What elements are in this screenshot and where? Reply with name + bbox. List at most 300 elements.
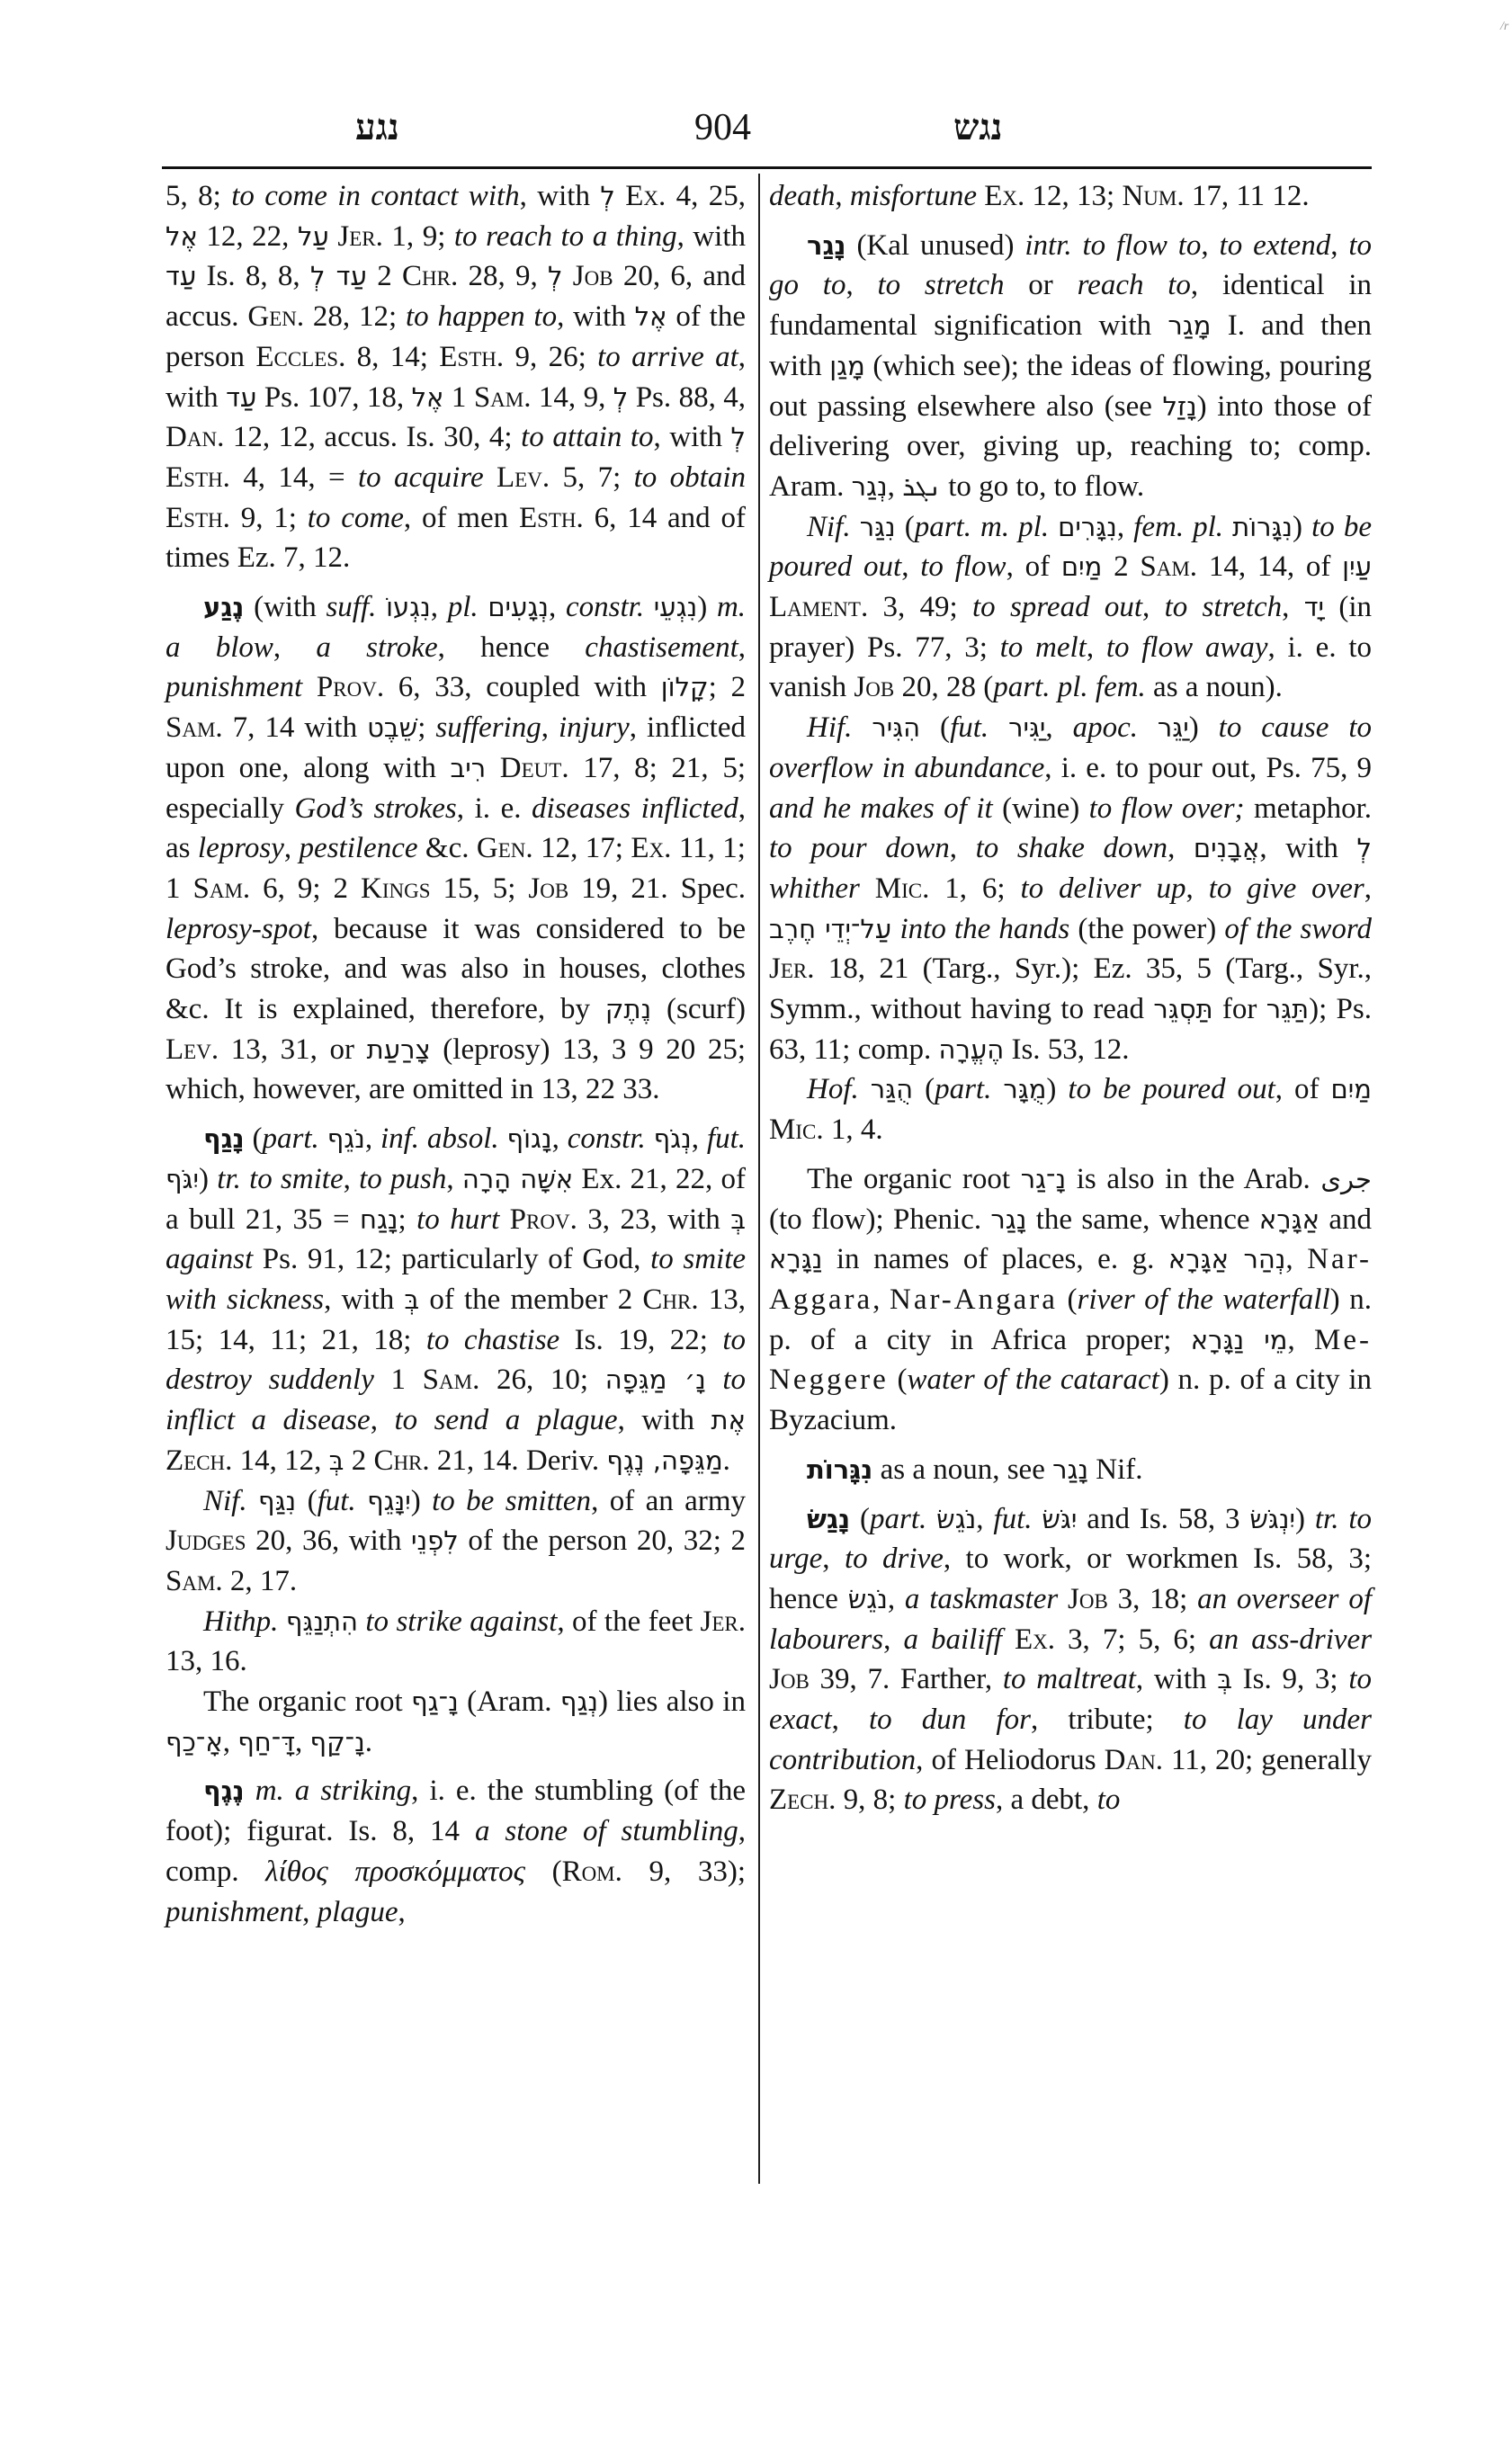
hebrew-term: תַּגֵּר xyxy=(1266,994,1310,1025)
running-header xyxy=(162,101,1372,164)
text-run: 12, 22, xyxy=(197,219,298,253)
gloss-italic: to smite with sickness xyxy=(166,1243,747,1316)
gloss-italic: against xyxy=(166,1243,254,1276)
book-reference: Sam xyxy=(166,1564,216,1597)
text-run: ; xyxy=(417,711,436,745)
dictionary-entry xyxy=(166,587,746,1110)
gloss-italic: to extend xyxy=(1219,228,1331,262)
text-run: ) xyxy=(1188,711,1219,745)
text-run: ( xyxy=(850,1502,870,1535)
text-run xyxy=(376,591,386,623)
text-run: Ex. 21, 22, of a bull 21, 35 = xyxy=(166,1162,747,1236)
text-run: . 6, 33, coupled with xyxy=(376,671,661,704)
hebrew-term: מֵי נַגָּרָא xyxy=(1190,1324,1288,1355)
hebrew-term: לְ xyxy=(1356,833,1372,864)
text-run: , i. e. xyxy=(456,791,532,825)
book-reference: Sam xyxy=(1140,550,1190,584)
gloss-italic: part. xyxy=(869,1502,927,1535)
text-run: , with xyxy=(1259,832,1357,865)
book-reference: Prov xyxy=(316,671,377,704)
text-run: Is. 19, 22; xyxy=(559,1323,723,1356)
hebrew-term: לְ xyxy=(730,422,747,453)
hebrew-term: אֶת xyxy=(711,1405,746,1436)
book-reference: Chr xyxy=(642,1283,692,1316)
text-run: , identical in fundamental signification with xyxy=(769,269,1372,343)
text-run: , xyxy=(222,1725,238,1758)
hebrew-term: עַד xyxy=(166,261,197,292)
hebrew-term: לִפְנֵי xyxy=(411,1525,459,1557)
text-run: or xyxy=(1004,269,1078,302)
text-run: . 6, 9; 2 xyxy=(242,872,361,905)
header-rule xyxy=(162,166,1372,169)
text-run xyxy=(1058,1583,1068,1615)
gloss-italic: to stretch xyxy=(1164,591,1283,624)
hebrew-term: נְגֹף xyxy=(653,1123,692,1155)
book-reference: Sam xyxy=(192,872,243,905)
text-run: , xyxy=(1330,228,1349,262)
text-run: Is. 9, 3; xyxy=(1231,1663,1349,1696)
text-run: . 9, 1; xyxy=(222,501,308,534)
text-run xyxy=(499,1203,509,1236)
book-reference: Ex xyxy=(631,832,665,865)
text-run: , of xyxy=(1006,550,1061,584)
text-run: , xyxy=(1086,630,1106,664)
text-run: in names of places, e. g. xyxy=(822,1243,1168,1276)
hebrew-term: אֶל xyxy=(166,220,198,252)
hebrew-term: אֲבָנִים xyxy=(1193,833,1260,864)
gloss-italic: to arrive at xyxy=(597,340,738,373)
gloss-italic: pestilence xyxy=(299,832,418,865)
text-run xyxy=(926,1503,936,1535)
hebrew-term: אֶל xyxy=(411,381,444,413)
text-run: metaphor. xyxy=(1244,791,1372,825)
book-reference: Gen xyxy=(476,832,526,865)
gloss-italic: to send a plague xyxy=(394,1404,618,1437)
gloss-italic: Hif. xyxy=(807,711,853,745)
gloss-italic: pl. xyxy=(447,591,479,624)
text-run: . 14, 12, xyxy=(225,1444,329,1477)
text-run xyxy=(484,461,497,494)
book-reference: Zech xyxy=(769,1784,829,1817)
gloss-italic: to be smitten xyxy=(432,1484,592,1517)
book-reference: Mic xyxy=(874,872,923,905)
text-run: . 18, 21 (Targ., Syr.); Ez. 35, 5 (Targ., Syr., Symm., without having to read xyxy=(769,952,1372,1026)
gloss-italic: a stroke xyxy=(316,630,438,664)
hebrew-term: עַד xyxy=(226,381,257,413)
book-reference: Job xyxy=(854,671,895,704)
text-run xyxy=(319,1122,327,1155)
gloss-italic: whither xyxy=(769,872,860,905)
gloss-italic: part. xyxy=(262,1122,319,1156)
text-run: , of an army xyxy=(591,1484,746,1517)
text-run: ( xyxy=(888,1364,908,1397)
text-run xyxy=(1138,711,1158,744)
gloss-italic: an overseer of labourers xyxy=(769,1582,1372,1656)
gloss-italic: to inflict a disease xyxy=(166,1364,747,1437)
book-reference: Jer xyxy=(337,219,376,253)
entry-continuation xyxy=(166,176,746,578)
book-reference: Rom xyxy=(561,1855,615,1888)
text-run xyxy=(486,752,500,784)
text-run: , xyxy=(691,1122,707,1156)
text-run xyxy=(479,591,488,623)
text-run xyxy=(615,180,625,212)
gloss-italic: Hithp. xyxy=(203,1605,279,1638)
text-run: ) n. p. of a city in Africa proper; xyxy=(769,1283,1372,1356)
right-column xyxy=(769,176,1372,1820)
gloss-italic: to deliver up xyxy=(1020,872,1186,905)
hebrew-term: לְ xyxy=(600,181,615,211)
text-run: . 8, 14; xyxy=(338,340,440,373)
hebrew-term: נִגַּף xyxy=(258,1485,297,1516)
text-run: . 1, 6; xyxy=(922,872,1021,905)
hebrew-term: מַיִם xyxy=(1060,551,1103,583)
book-reference: Esth xyxy=(166,501,223,534)
text-run xyxy=(245,1775,255,1807)
text-run: , to work, or workmen Is. 58, 3; hence xyxy=(769,1542,1372,1615)
text-run: , with xyxy=(557,300,635,334)
text-run: of the person 20, 32; 2 xyxy=(458,1525,746,1558)
hebrew-term: בְּ xyxy=(1217,1664,1232,1695)
gloss-italic: to come xyxy=(307,501,404,534)
gloss-italic: to cause to overflow in abundance xyxy=(769,711,1373,784)
book-reference: Job xyxy=(528,872,569,905)
text-run: , with xyxy=(1135,1663,1218,1696)
book-reference: Prov xyxy=(509,1203,570,1236)
gloss-italic: reach to xyxy=(1077,269,1191,302)
entry-subsection xyxy=(166,1682,746,1762)
hebrew-term: אֶל xyxy=(634,301,667,333)
text-run xyxy=(1002,1623,1015,1656)
gloss-italic: suff. xyxy=(326,591,377,624)
gloss-italic: misfortune xyxy=(849,180,977,212)
book-reference: Num xyxy=(1122,180,1177,212)
text-run: , xyxy=(822,1542,845,1576)
text-run: Is. 53, 12. xyxy=(1004,1033,1130,1066)
gloss-italic: to flow away xyxy=(1105,630,1268,664)
text-run: (the power) xyxy=(1069,912,1225,945)
hebrew-term: נָ־גַף xyxy=(411,1686,459,1718)
text-run: . 6, 14 and of times Ez. 7, 12. xyxy=(166,501,746,575)
text-run: . 1, 4. xyxy=(816,1113,883,1147)
hebrew-term: קָלוֹן xyxy=(660,672,709,703)
text-run: , xyxy=(1185,872,1209,905)
gloss-italic: to dun for xyxy=(869,1703,1031,1737)
text-run: , xyxy=(738,630,746,664)
text-run: Me-Neggere xyxy=(769,1323,1372,1397)
book-reference: Job xyxy=(769,1663,810,1696)
text-run: 1 xyxy=(443,380,474,414)
hebrew-term: הִתְנַגֵּף xyxy=(285,1605,358,1637)
text-run: 2 xyxy=(366,260,402,293)
text-run: ; xyxy=(398,1203,417,1236)
text-run xyxy=(991,1073,1003,1105)
gloss-italic: God’s strokes xyxy=(294,791,457,825)
gloss-italic: leprosy-spot xyxy=(166,912,311,945)
gloss-italic: part. xyxy=(935,1073,992,1106)
text-run xyxy=(499,1122,507,1155)
text-run: ) xyxy=(199,1162,218,1195)
gloss-italic: part. pl. fem. xyxy=(993,671,1146,704)
text-run: . 21, 14. Deriv. xyxy=(422,1444,607,1477)
gloss-italic: suffering xyxy=(435,711,541,745)
hebrew-term: מַיִם xyxy=(1330,1074,1372,1105)
hebrew-term: יִנְגֹּשׂ xyxy=(1249,1503,1295,1534)
text-run: 39, 7. Farther, xyxy=(809,1663,1003,1696)
text-run: , xyxy=(541,711,559,745)
text-run: . xyxy=(722,1444,730,1477)
text-run: . 17, 8; 21, 5; especially xyxy=(166,751,746,825)
text-run: , of men xyxy=(403,501,519,534)
gloss-italic: into the hands xyxy=(899,912,1070,945)
book-reference: Dan xyxy=(166,421,218,454)
text-run: , i. e. to vanish xyxy=(769,630,1372,704)
text-run: , xyxy=(1116,510,1134,543)
text-run: . 13, 15; 14, 11; 21, 18; xyxy=(166,1283,747,1356)
text-run: , xyxy=(1364,872,1373,905)
hebrew-term: נִגְעֵי xyxy=(653,592,698,623)
gloss-italic: to come in contact with xyxy=(231,180,520,212)
text-run: . 9, 26; xyxy=(496,340,598,373)
gloss-italic: m. a blow xyxy=(166,591,747,664)
text-run: Nif. xyxy=(1088,1453,1143,1486)
gloss-italic: tr. to smite xyxy=(217,1162,344,1195)
book-reference: Kings xyxy=(361,872,431,905)
book-reference: Lament xyxy=(769,591,861,624)
gloss-italic: river of the waterfall xyxy=(1077,1283,1330,1316)
book-reference: Chr xyxy=(401,260,451,293)
hebrew-term: נְגָעִים xyxy=(488,592,550,623)
hebrew-term: נֹגֵשׂ xyxy=(936,1503,977,1534)
text-run: (which see); the ideas of flowing, pouring out passing elsewhere also (see xyxy=(769,349,1373,423)
gloss-italic: injury xyxy=(558,711,630,745)
gloss-italic: Hof. xyxy=(807,1073,859,1106)
book-reference: Gen xyxy=(247,300,297,334)
gloss-italic: to flow over; xyxy=(1088,791,1245,825)
hebrew-term: מַגֵּפָה, נֶגֶף xyxy=(606,1444,723,1476)
text-run: , xyxy=(976,1502,994,1535)
hebrew-term: יַגֵּר xyxy=(1157,712,1189,744)
text-run: (wine) xyxy=(992,791,1089,825)
gloss-italic: death xyxy=(769,180,836,212)
text-run: , hence xyxy=(437,630,586,664)
hebrew-term: יַגִּיר xyxy=(1008,712,1046,744)
hebrew-term: בְּ xyxy=(328,1444,344,1476)
gloss-italic: to hurt xyxy=(416,1203,500,1236)
text-run xyxy=(851,511,860,543)
text-run: , xyxy=(549,591,566,624)
text-run: , xyxy=(364,1122,380,1156)
book-reference: Ex xyxy=(984,180,1018,212)
hebrew-term: מָגַר xyxy=(1168,310,1212,342)
text-run: Nar-Aggara xyxy=(769,1243,1373,1316)
book-reference: Job xyxy=(1068,1582,1108,1615)
text-run: 20, 6, and accus. xyxy=(166,260,747,334)
text-run xyxy=(859,1073,871,1105)
gloss-italic: to chastise xyxy=(425,1323,560,1356)
text-run: the same, whence xyxy=(1026,1203,1259,1236)
gloss-italic: to strike against xyxy=(365,1605,558,1638)
text-run: 1 xyxy=(373,1364,423,1397)
text-run: I. and then with xyxy=(769,309,1372,382)
book-reference: Sam xyxy=(422,1364,473,1397)
gloss-italic: a stone of stumbling xyxy=(474,1815,738,1848)
hebrew-term: נָגַר xyxy=(990,1203,1027,1235)
column-divider xyxy=(758,174,760,2184)
gloss-italic: to go to xyxy=(769,228,1373,302)
text-run: Ps. 91, 12; particularly of God, xyxy=(253,1243,651,1276)
hebrew-term: אִשָּׁה הָרָה xyxy=(461,1163,574,1194)
text-run: , i. e. to pour out, Ps. 75, 9 xyxy=(1044,751,1372,784)
text-run: . 3, 23, with xyxy=(569,1203,731,1236)
text-run xyxy=(852,711,872,744)
text-run: ( xyxy=(920,711,951,745)
text-run: ( xyxy=(1057,1283,1078,1316)
book-reference: Jer xyxy=(700,1605,738,1638)
hebrew-term: נֶתֶק xyxy=(604,994,652,1025)
book-reference: Judges xyxy=(166,1525,246,1558)
text-run: . 26, 10; xyxy=(472,1364,605,1397)
text-run xyxy=(989,711,1008,744)
text-run: . 11, 20; generally xyxy=(1155,1743,1372,1776)
hebrew-term: נַגָּרָא xyxy=(769,1244,823,1275)
gloss-italic: λίθος προσκόμματος xyxy=(265,1855,525,1888)
gloss-italic: to happen to xyxy=(405,300,558,334)
text-run: ( xyxy=(296,1484,318,1517)
text-run: , xyxy=(302,1895,318,1928)
gloss-italic: to spread out xyxy=(972,591,1143,624)
hebrew-term: נֹגֵף xyxy=(327,1123,365,1155)
text-run: , xyxy=(949,832,976,865)
hebrew-term: עַד לְ xyxy=(309,261,367,292)
text-run: 20, 36, with xyxy=(246,1525,412,1558)
book-reference: Ex xyxy=(1014,1623,1048,1656)
text-run: , xyxy=(831,1703,869,1737)
text-run: (leprosy) 13, 3 9 20 25; which, however, are omitted in 13, 22 33. xyxy=(166,1033,746,1106)
text-run: , of the feet xyxy=(557,1605,701,1638)
gloss-italic: fem. pl. xyxy=(1133,510,1224,543)
text-run: ) xyxy=(1294,1502,1315,1535)
gloss-italic: m. a striking xyxy=(255,1775,412,1808)
gloss-italic: to push xyxy=(359,1162,447,1195)
book-reference: Lev xyxy=(496,460,542,494)
text-run: (with xyxy=(244,591,327,624)
text-run: . 12, 17; xyxy=(525,832,631,865)
text-run: 2 xyxy=(344,1444,374,1477)
text-run: . 9, 33); xyxy=(614,1855,746,1888)
text-run: , comp. xyxy=(166,1815,746,1888)
text-run xyxy=(1223,511,1232,543)
gloss-italic: water of the cataract xyxy=(907,1364,1159,1397)
hebrew-term: דָּ־חַף xyxy=(237,1726,296,1757)
headword: נָגַר xyxy=(807,229,846,261)
left-column xyxy=(166,176,746,1932)
entry-subsection xyxy=(769,708,1372,1069)
gloss-italic: to press xyxy=(903,1784,996,1817)
text-run: , xyxy=(283,832,300,865)
text-run: of the member 2 xyxy=(419,1283,643,1316)
hebrew-term: צָרַעַת xyxy=(366,1033,431,1065)
text-run: ) n. p. of a city in Byzacium. xyxy=(769,1364,1372,1437)
text-run: . 3, 49; xyxy=(860,591,972,624)
gloss-italic: to maltreat xyxy=(1002,1663,1136,1696)
text-run: The organic root xyxy=(807,1162,1021,1195)
text-run: , with xyxy=(324,1283,405,1316)
text-run: ); Ps. 63, 11; comp. xyxy=(769,993,1372,1066)
gloss-italic: inf. absol. xyxy=(380,1122,499,1156)
gloss-italic: a bailiff xyxy=(903,1623,1002,1656)
gloss-italic: to shake down xyxy=(975,832,1168,865)
book-reference: Chr xyxy=(373,1444,423,1477)
hebrew-term: נָגַח xyxy=(360,1203,398,1235)
hebrew-term: אָ־כַף xyxy=(166,1726,223,1757)
gloss-italic: fut. xyxy=(706,1122,746,1156)
text-run xyxy=(278,1605,285,1638)
gloss-italic: to be poured out xyxy=(769,510,1372,584)
headword: נֶגֶף xyxy=(203,1775,245,1807)
text-run: Is. 8, 8, xyxy=(196,260,310,293)
hebrew-term: נָגַר xyxy=(1052,1453,1089,1485)
text-run: , as xyxy=(166,791,746,865)
hebrew-term: جرى xyxy=(1320,1163,1372,1194)
gloss-italic: leprosy xyxy=(197,832,284,865)
gloss-italic: to attain to xyxy=(521,421,654,454)
entry-subsection xyxy=(166,1602,746,1682)
text-run xyxy=(706,1364,723,1396)
text-run: &c. xyxy=(417,832,477,865)
text-run: ) xyxy=(697,591,717,624)
hebrew-term: נְהַר אַגָּרָא xyxy=(1168,1244,1286,1275)
entry-subsection xyxy=(166,1481,746,1602)
text-run: as a noun). xyxy=(1145,671,1283,704)
hebrew-term: נְגַר xyxy=(851,470,888,502)
gloss-italic: constr. xyxy=(566,591,645,624)
text-run: , xyxy=(273,630,317,664)
gloss-italic: to flow xyxy=(920,550,1007,584)
text-run xyxy=(247,1485,258,1517)
book-reference: Jer xyxy=(769,952,808,986)
hebrew-term: יָד xyxy=(1303,592,1325,623)
header-left-guide-word: נגע xyxy=(355,107,399,148)
hebrew-term: עַיִן xyxy=(1342,551,1372,583)
text-run: (scurf) xyxy=(651,993,746,1026)
text-run: 20, 28 ( xyxy=(894,671,994,704)
book-reference: Mic xyxy=(769,1113,817,1147)
text-run: . 28, 9, xyxy=(450,260,549,293)
gloss-italic: to exact xyxy=(769,1663,1372,1737)
text-run: . 4, 14, = xyxy=(222,460,358,494)
gloss-italic: of the sword xyxy=(1224,912,1373,945)
text-run xyxy=(329,220,338,253)
text-run xyxy=(646,1122,654,1155)
dictionary-entry xyxy=(769,226,1372,507)
text-run: . 12, 12, accus. Is. 30, 4; xyxy=(217,421,522,454)
text-run: 3, 18; xyxy=(1107,1582,1198,1615)
text-run: ( xyxy=(524,1855,562,1888)
text-run: . 14, 9, xyxy=(523,380,613,414)
book-reference: Zech xyxy=(166,1444,226,1477)
text-run: (Aram. xyxy=(458,1685,560,1719)
text-run: . 11, 1; 1 xyxy=(166,832,746,905)
text-run: , xyxy=(887,1582,905,1615)
text-run: . 9, 8; xyxy=(828,1784,904,1817)
text-run: , xyxy=(1285,1243,1308,1276)
text-run: is also in the Arab. xyxy=(1066,1162,1321,1195)
entry-subsection xyxy=(769,1159,1372,1441)
gloss-italic: fut. xyxy=(317,1484,356,1517)
text-run: 15, 5; xyxy=(430,872,529,905)
text-run: , xyxy=(551,1122,568,1156)
